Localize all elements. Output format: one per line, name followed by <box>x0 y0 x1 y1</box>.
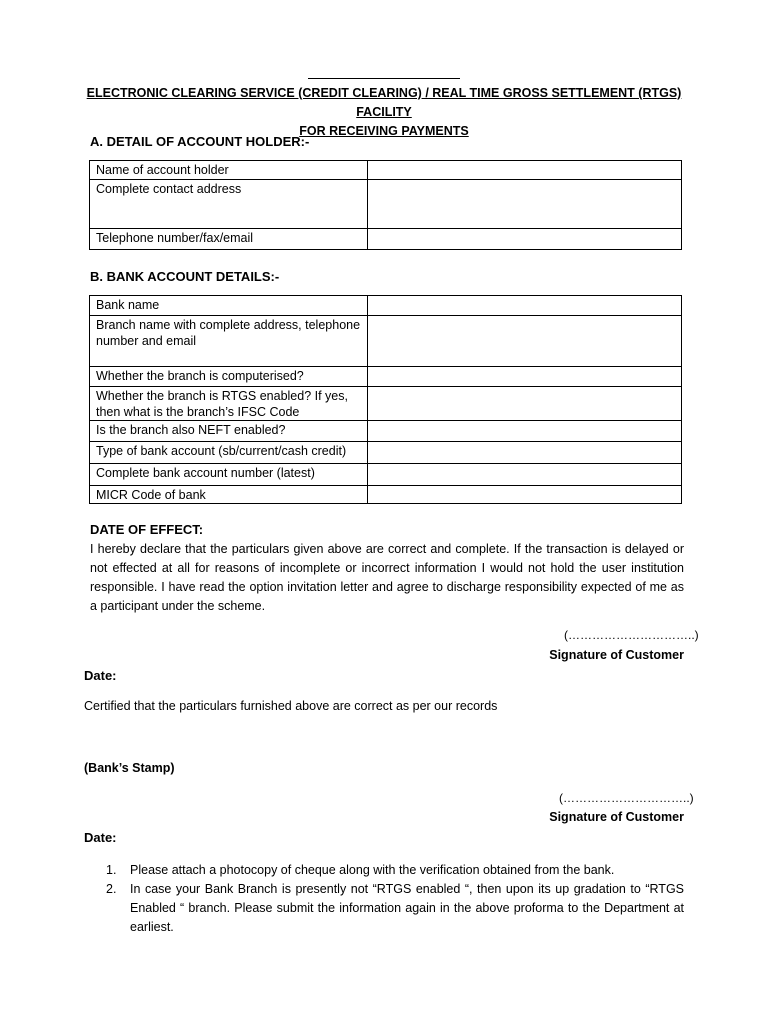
certification-text: Certified that the particulars furnished above are correct as per our records <box>84 699 498 713</box>
contact-address-field[interactable] <box>368 180 682 229</box>
signature-label-2: Signature of Customer <box>549 810 684 824</box>
form-title-line-1: ELECTRONIC CLEARING SERVICE (CREDIT CLEARING) / REAL TIME GROSS SETTLEMENT (RTGS) FACILITY <box>86 86 682 119</box>
list-number: 2. <box>106 882 117 896</box>
field-label: Is the branch also NEFT enabled? <box>90 421 368 442</box>
branch-computerised-field[interactable] <box>368 367 682 387</box>
form-title <box>84 84 684 141</box>
table-row <box>90 161 682 180</box>
date-label-2: Date: <box>84 830 117 845</box>
table-row <box>90 296 682 316</box>
field-label: Telephone number/fax/email <box>90 229 368 250</box>
bank-stamp-label: (Bank’s Stamp) <box>84 761 175 775</box>
table-row <box>90 367 682 387</box>
section-b-heading: B. BANK ACCOUNT DETAILS:- <box>90 269 280 284</box>
title-overline <box>308 78 460 79</box>
field-label: Branch name with complete address, telephone number and email <box>90 316 368 367</box>
notes-list <box>84 861 684 937</box>
field-label: MICR Code of bank <box>90 486 368 504</box>
list-item <box>84 880 684 937</box>
note-text: Please attach a photocopy of cheque along with the verification obtained from the bank. <box>130 863 615 877</box>
field-label: Type of bank account (sb/current/cash credit) <box>90 442 368 464</box>
table-row <box>90 486 682 504</box>
telephone-fax-email-field[interactable] <box>368 229 682 250</box>
table-row <box>90 387 682 421</box>
signature-label-1: Signature of Customer <box>549 648 684 662</box>
note-text: In case your Bank Branch is presently not “RTGS enabled “, then upon its up gradation to “RTGS Enabled “ branch. Please submit the information again in the above proforma to the Department at earliest. <box>130 882 684 934</box>
field-label: Whether the branch is RTGS enabled? If yes, then what is the branch’s IFSC Code <box>90 387 368 421</box>
field-label: Whether the branch is computerised? <box>90 367 368 387</box>
form-title-line-2: FOR RECEIVING PAYMENTS <box>299 124 469 138</box>
bank-name-field[interactable] <box>368 296 682 316</box>
account-holder-table <box>89 160 682 250</box>
table-row <box>90 229 682 250</box>
field-label: Bank name <box>90 296 368 316</box>
field-label: Complete contact address <box>90 180 368 229</box>
table-row <box>90 421 682 442</box>
list-number: 1. <box>106 863 117 877</box>
micr-code-field[interactable] <box>368 486 682 504</box>
date-label-1: Date: <box>84 668 117 683</box>
date-of-effect-heading: DATE OF EFFECT: <box>90 522 204 537</box>
table-row <box>90 316 682 367</box>
account-number-field[interactable] <box>368 464 682 486</box>
declaration-paragraph: I hereby declare that the particulars given above are correct and complete. If the transaction is delayed or not effected at all for reasons of incomplete or incorrect information I would not hold the user institution responsible. I have read the option invitation letter and agree to discharge responsibility expected of me as a participant under the scheme. <box>90 542 684 613</box>
field-label: Name of account holder <box>90 161 368 180</box>
branch-address-field[interactable] <box>368 316 682 367</box>
table-row <box>90 464 682 486</box>
rtgs-ifsc-field[interactable] <box>368 387 682 421</box>
section-a-heading: A. DETAIL OF ACCOUNT HOLDER:- <box>90 134 310 149</box>
signature-line-1: (…………………………..) <box>564 628 699 642</box>
account-type-field[interactable] <box>368 442 682 464</box>
bank-account-table <box>89 295 682 504</box>
signature-line-2: (…………………………..) <box>559 791 694 805</box>
neft-enabled-field[interactable] <box>368 421 682 442</box>
account-holder-name-field[interactable] <box>368 161 682 180</box>
table-row <box>90 442 682 464</box>
field-label: Complete bank account number (latest) <box>90 464 368 486</box>
table-row <box>90 180 682 229</box>
list-item <box>84 861 684 880</box>
